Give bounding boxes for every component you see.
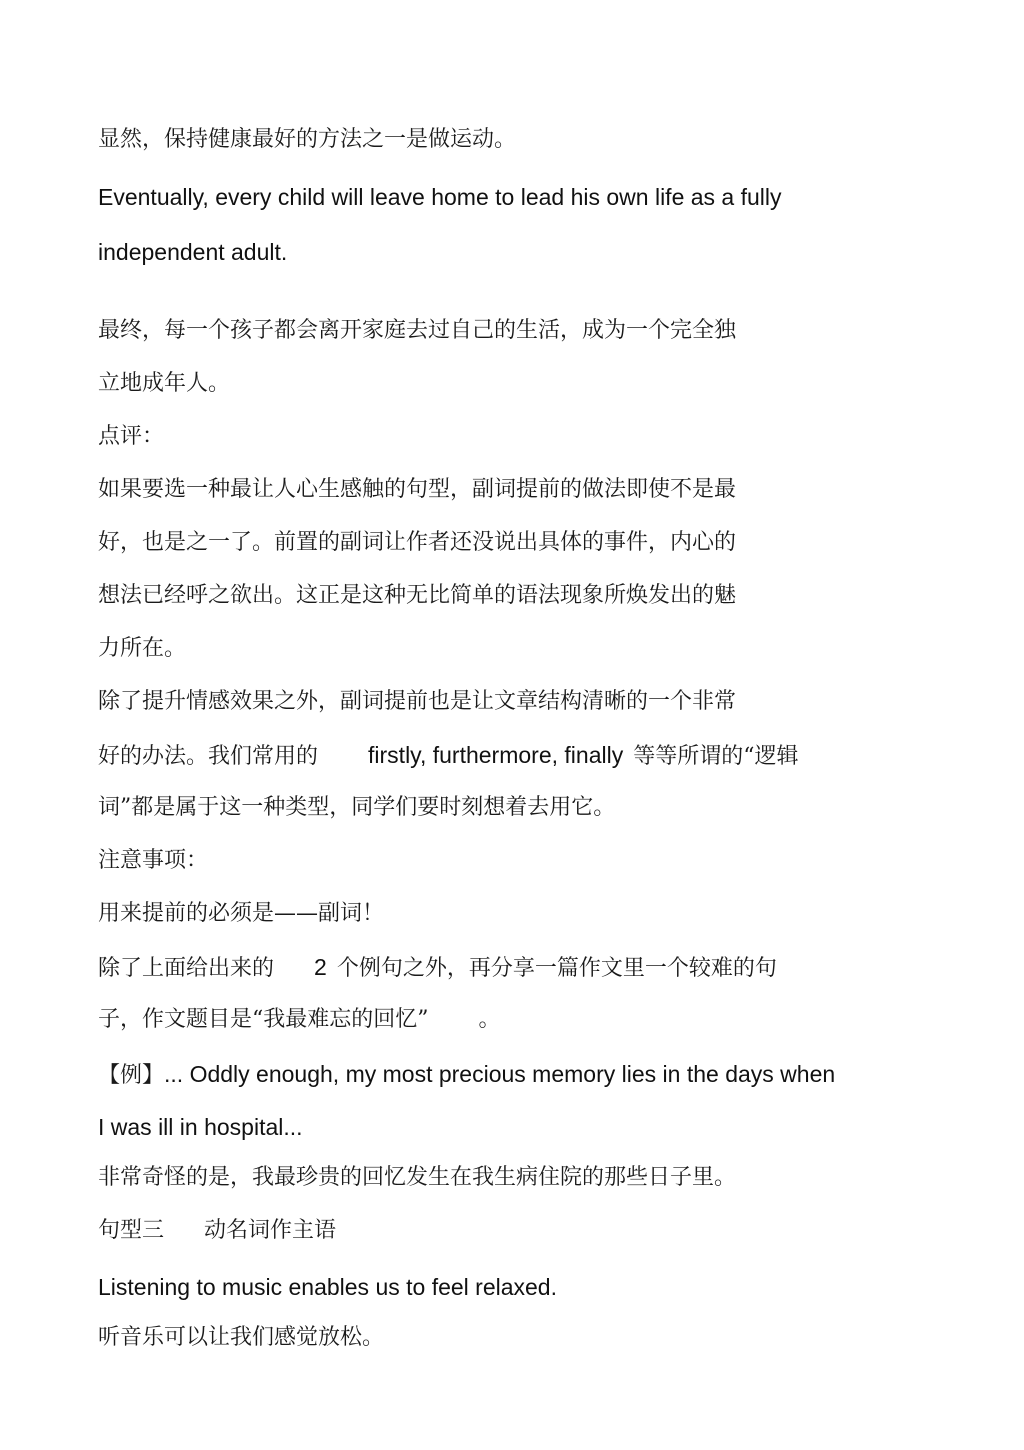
notes-rule: 用来提前的必须是——副词！ (98, 901, 385, 926)
extra-example-intro-post: 个例句之外，再分享一篇作文里一个较难的句 (336, 956, 777, 981)
essay-title-end: 。 (478, 1007, 501, 1032)
example-tag: 【例】 (98, 1063, 165, 1088)
comment-line-2: 好，也是之一了。前置的副词让作者还没说出具体的事件，内心的 (98, 530, 737, 555)
example-sentence-line-1 (98, 1059, 835, 1089)
example-translation: 非常奇怪的是，我最珍贵的回忆发生在我生病住院的那些日子里。 (98, 1165, 737, 1190)
pattern-title: 动名词作主语 (204, 1218, 337, 1243)
notes-heading: 注意事项： (98, 848, 209, 873)
structure-line-1: 除了提升情感效果之外，副词提前也是让文章结构清晰的一个非常 (98, 689, 737, 714)
essay-title-text: 子，作文题目是“我最难忘的回忆” (98, 1007, 429, 1032)
chinese-sentence-exercise: 显然，保持健康最好的方法之一是做运动。 (98, 127, 517, 152)
structure-line-3: 词”都是属于这一种类型，同学们要时刻想着去用它。 (98, 795, 616, 820)
chinese-translation-line-1: 最终，每一个孩子都会离开家庭去过自己的生活，成为一个完全独 (98, 318, 737, 343)
english-example-line-2: independent adult. (98, 239, 288, 265)
structure-line-2-pre: 好的办法。我们常用的 (98, 744, 319, 769)
extra-example-intro-pre: 除了上面给出来的 (98, 956, 275, 981)
extra-example-intro-line-2 (98, 1005, 501, 1035)
comment-line-3: 想法已经呼之欲出。这正是这种无比简单的语法现象所焕发出的魅 (98, 583, 737, 608)
pattern-english-example: Listening to music enables us to feel relaxed. (98, 1274, 557, 1300)
structure-line-2-post: 等等所谓的“逻辑 (633, 744, 799, 769)
comment-heading: 点评： (98, 424, 165, 449)
example-english-1: ... Oddly enough, my most precious memory lies in the days when (164, 1061, 836, 1087)
example-sentence-line-2: I was ill in hospital... (98, 1114, 303, 1140)
pattern-number: 句型三 (98, 1218, 165, 1243)
chinese-translation-line-2: 立地成年人。 (98, 371, 231, 396)
extra-example-intro-line-1 (98, 952, 777, 982)
example-count: 2 (314, 954, 327, 980)
structure-line-2 (98, 740, 798, 770)
pattern-heading (98, 1216, 336, 1246)
comment-line-4: 力所在。 (98, 636, 187, 661)
logic-words: firstly, furthermore, finally (368, 742, 624, 768)
english-example-line-1: Eventually, every child will leave home to lead his own life as a fully (98, 184, 782, 210)
pattern-chinese-translation: 听音乐可以让我们感觉放松。 (98, 1325, 385, 1350)
comment-line-1: 如果要选一种最让人心生感触的句型，副词提前的做法即使不是最 (98, 477, 737, 502)
